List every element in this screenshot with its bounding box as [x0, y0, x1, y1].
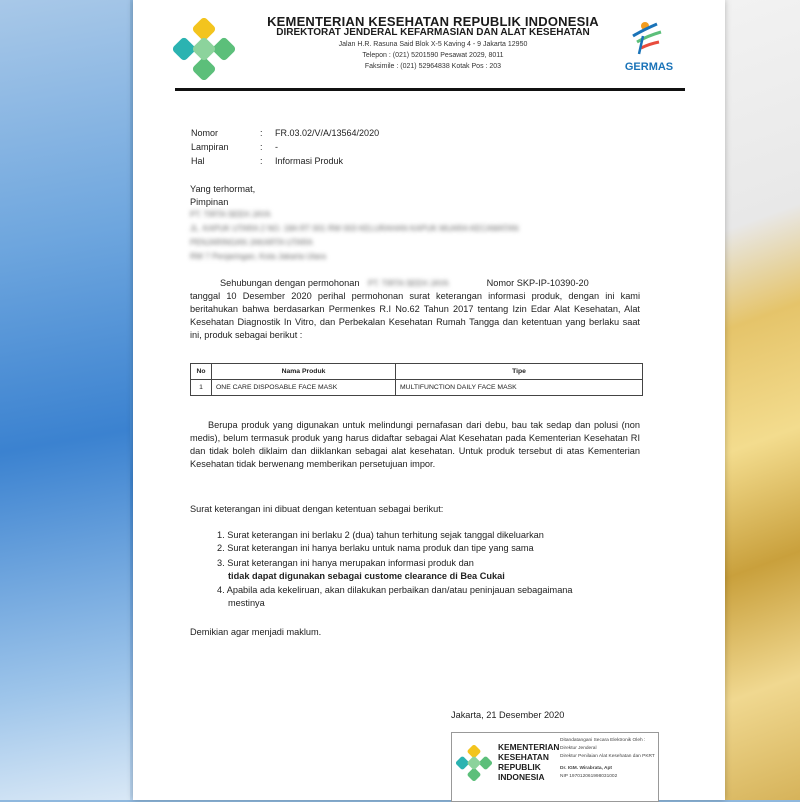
p1-text-a: Sehubungan dengan permohonan — [220, 278, 360, 288]
directorate-title: DIREKTORAT JENDERAL KEFARMASIAN DAN ALAT KESEHATAN — [276, 27, 590, 38]
signature-division: Direktur Penilaian Alat Kesehatan dan PKRT — [560, 754, 655, 759]
condition-3: 3. Surat keterangan ini hanya merupakan informasi produk dan — [217, 558, 474, 568]
condition-1: 1. Surat keterangan ini berlaku 2 (dua) tahun terhitung sejak tanggal dikeluarkan — [217, 530, 544, 540]
condition-3-bold: tidak dapat digunakan sebagai custome clearance di Bea Cukai — [228, 571, 505, 581]
conditions-intro: Surat keterangan ini dibuat dengan ketentuan sebagai berikut: — [190, 504, 444, 514]
kemenkes-logo — [173, 18, 235, 80]
address-line: Jalan H.R. Rasuna Said Blok X-5 Kaving 4 - 9 Jakarta 12950 — [338, 41, 528, 48]
nomor-colon: : — [260, 128, 263, 138]
signature-details — [560, 737, 656, 781]
product-table — [190, 363, 643, 396]
background-right — [720, 0, 800, 800]
col-header-name: Nama Produk — [212, 364, 396, 380]
cell-no: 1 — [191, 380, 212, 396]
signature-ministry-2: KESEHATAN — [498, 752, 549, 762]
paragraph-2: Berupa produk yang digunakan untuk melindungi pernafasan dari debu, bau tak sedap dan polusi (non medis), belum termasuk produk yang harus didaftar sebagai Alat Kesehatan pada Kementerian Kesehatan RI dan tidak boleh diklaim dan diiklankan sebagai alat kesehatan. Untuk produk tersebut di atas Kementerian Kesehatan tidak berwenang memberikan persetujuan impor. — [190, 420, 640, 469]
signature-name: Dr. IGM. Wirabrata, Apt — [560, 766, 613, 771]
signature-note: Ditandatangani Secara Elektronik Oleh : — [560, 738, 646, 743]
recipient-address-2: PENJARINGAN JAKARTA UTARA — [190, 238, 313, 247]
signature-ministry-3: REPUBLIK — [498, 762, 541, 772]
nomor-label: Nomor — [191, 128, 219, 138]
recipient-address-1: JL. KAPUK UTARA 2 NO. 18A RT 001 RW 003 KELURAHAN KAPUK MUARA KECAMATAN — [190, 224, 519, 233]
fax-line: Faksimile : (021) 52964838 Kotak Pos : 203 — [364, 63, 502, 70]
lampiran-label: Lampiran — [191, 142, 229, 152]
electronic-signature-box — [451, 732, 659, 802]
paragraph-1-first-line — [190, 277, 640, 290]
recipient-address-3: RW 7 Penjaringan, Kota Jakarta Utara — [190, 252, 326, 261]
table-header-row — [191, 364, 643, 380]
cell-product-name: ONE CARE DISPOSABLE FACE MASK — [212, 380, 396, 396]
table-row — [191, 380, 643, 396]
ministry-title: KEMENTERIAN KESEHATAN REPUBLIK INDONESIA — [267, 14, 599, 29]
signature-role: Direktur Jenderal — [560, 746, 597, 751]
germas-logo-icon — [623, 20, 673, 60]
signature-logo-icon — [456, 745, 492, 781]
p1-blurred-company: PT. TIRTA SEEH JAYA — [368, 279, 449, 288]
hal-value: Informasi Produk — [275, 156, 344, 166]
hal-colon: : — [260, 156, 263, 166]
p1-text-b: Nomor SKP-IP-10390-20 — [486, 278, 589, 288]
hal-label: Hal — [191, 156, 205, 166]
header-rule — [175, 88, 685, 91]
germas-label: GERMAS — [624, 61, 674, 73]
lampiran-value: - — [275, 142, 278, 152]
condition-4-cont: mestinya — [228, 598, 265, 608]
col-header-no: No — [191, 364, 212, 380]
signature-ministry-1: KEMENTERIAN — [498, 742, 560, 752]
letter-date: Jakarta, 21 Desember 2020 — [451, 710, 565, 720]
paragraph-1-rest: tanggal 10 Desember 2020 perihal permohonan surat keterangan informasi produk, dengan ini kami beritahukan bahwa berdasarkan Permenkes R.I No.62 Tahun 2017 tentang Izin Edar Alat Kesehatan, Alat Kesehatan Diagnostik In Vitro, dan Perbekalan Kesehatan Rumah Tangga dan ketentuan yang berlaku saat ini, produk sebagai berikut : — [190, 291, 640, 340]
lampiran-colon: : — [260, 142, 263, 152]
condition-4: 4. Apabila ada kekeliruan, akan dilakukan perbaikan dan/atau peninjauan sebagaimana — [217, 585, 573, 595]
phone-line: Telepon : (021) 5201590 Pesawat 2029, 8011 — [362, 52, 504, 59]
letter-page — [133, 0, 725, 800]
background-left — [0, 0, 130, 800]
closing: Demikian agar menjadi maklum. — [190, 627, 322, 637]
condition-2: 2. Surat keterangan ini hanya berlaku untuk nama produk dan tipe yang sama — [217, 543, 534, 553]
recipient-company: PT. TIRTA SEEH JAYA — [190, 210, 271, 219]
signature-nip: NIP 197012061998031002 — [560, 774, 618, 779]
nomor-value: FR.03.02/V/A/13564/2020 — [275, 128, 380, 138]
greeting: Yang terhormat, — [190, 184, 256, 194]
signature-ministry-4: INDONESIA — [498, 772, 545, 782]
col-header-type: Tipe — [396, 364, 643, 380]
cell-product-type: MULTIFUNCTION DAILY FACE MASK — [396, 380, 643, 396]
recipient-title: Pimpinan — [190, 197, 229, 207]
